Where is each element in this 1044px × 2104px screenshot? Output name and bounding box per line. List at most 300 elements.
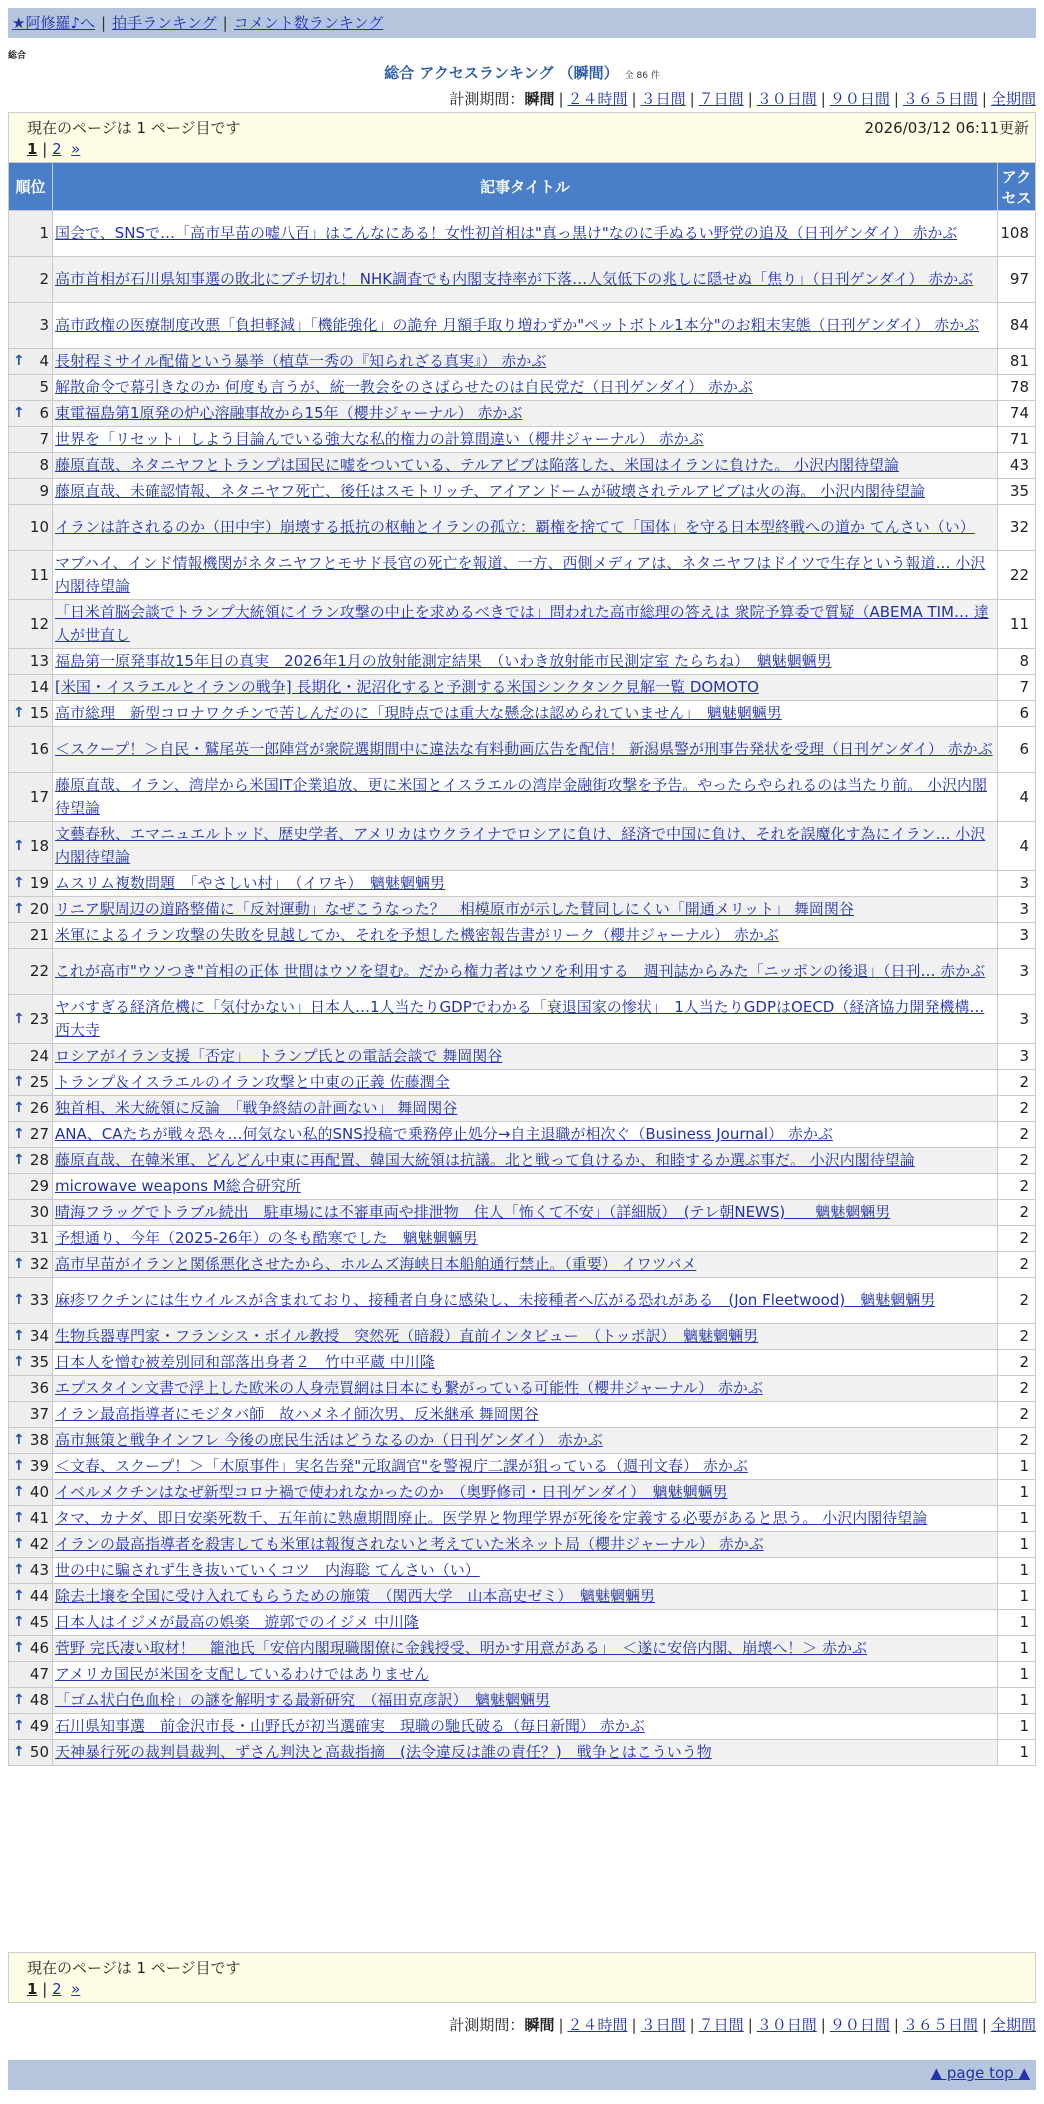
table-row: [9, 1714, 1036, 1740]
article-link[interactable]: 世界を「リセット」しよう目論んでいる強大な私的権力の計算間違い（櫻井ジャーナル） 赤かぶ: [55, 430, 704, 448]
access-count: 74: [998, 401, 1036, 427]
title-cell: [53, 375, 998, 401]
title-cell: [53, 1376, 998, 1402]
access-count: 2: [998, 1402, 1036, 1428]
rank-cell: [9, 649, 53, 675]
page-separator: |: [42, 1980, 48, 1998]
ranking-title: 総合 アクセスランキング （瞬間）: [384, 64, 619, 82]
period-link[interactable]: ２４時間: [567, 2016, 628, 2034]
rank-cell: [9, 923, 53, 949]
period-separator: |: [747, 2016, 753, 2034]
table-row: [9, 1252, 1036, 1278]
page-links: [27, 1980, 1017, 1998]
article-link[interactable]: リニア駅周辺の道路整備に「反対運動」なぜこうなった？ 相模原市が示した賛同しにくい「開通メリット」 舞岡関谷: [55, 900, 854, 918]
access-count: 6: [998, 701, 1036, 727]
period-separator: |: [689, 2016, 695, 2034]
rank-up-arrow-icon: ↑: [13, 1010, 25, 1027]
table-row: [9, 1532, 1036, 1558]
article-link[interactable]: 独首相、米大統領に反論 「戦争終結の計画ない」 舞岡関谷: [55, 1099, 458, 1117]
article-link[interactable]: ムスリム複数問題 「やさしい村」 （イワキ） 魑魅魍魎男: [55, 874, 446, 892]
title-cell: [53, 773, 998, 822]
article-link[interactable]: これが高市"ウソつき"首相の正体 世間はウソを望む。だから権力者はウソを利用する 週刊誌からみた「ニッポンの後退」（日刊… 赤かぶ: [55, 962, 986, 980]
title-cell: [53, 349, 998, 375]
table-row: [9, 1148, 1036, 1174]
rank-cell: [9, 551, 53, 600]
rank-cell: [9, 1636, 53, 1662]
table-row: [9, 551, 1036, 600]
rank-cell: [9, 1740, 53, 1766]
article-link[interactable]: 晴海フラッグでトラブル続出 駐車場には不審車両や排泄物 住人「怖くて不安」（詳細版） (テレ朝NEWS) 魑魅魍魎男: [55, 1203, 891, 1221]
period-link[interactable]: ３０日間: [756, 2016, 817, 2034]
table-row: [9, 257, 1036, 303]
access-count: 2: [998, 1070, 1036, 1096]
rank-number: 37: [29, 1405, 49, 1423]
title-cell: [53, 453, 998, 479]
rank-up-arrow-icon: ↑: [13, 405, 25, 421]
article-link[interactable]: 長射程ミサイル配備という暴挙（植草一秀の『知られざる真実』） 赤かぶ: [55, 352, 547, 370]
rank-number: 45: [29, 1613, 49, 1631]
rank-cell: [9, 401, 53, 427]
rank-number: 9: [39, 482, 49, 500]
table-row: [9, 1278, 1036, 1324]
rank-cell: [9, 1402, 53, 1428]
title-cell: [53, 1532, 998, 1558]
title-cell: [53, 211, 998, 257]
article-link[interactable]: 米軍によるイラン攻撃の失敗を見越してか、それを予想した機密報告書がリーク（櫻井ジャーナル） 赤かぶ: [55, 926, 779, 944]
title-column-header: 記事タイトル: [53, 163, 998, 211]
table-row: [9, 1376, 1036, 1402]
article-link[interactable]: ＜文春、スクープ！＞「木原事件」実名告発"元取調官"を警視庁二課が狙っている（週刊文春） 赤かぶ: [55, 1457, 748, 1475]
rank-cell: [9, 1428, 53, 1454]
access-count: 81: [998, 349, 1036, 375]
table-row: [9, 1200, 1036, 1226]
rank-up-arrow-icon: ↑: [13, 1074, 25, 1090]
rank-number: 20: [29, 900, 49, 918]
rank-cell: [9, 1376, 53, 1402]
article-link[interactable]: ＜スクープ！＞自民・鷲尾英一郎陣営が衆院選期間中に違法な有料動画広告を配信！ 新潟県警が刑事告発状を受理（日刊ゲンダイ） 赤かぶ: [55, 740, 993, 758]
title-cell: [53, 1174, 998, 1200]
article-link[interactable]: 高市総理 新型コロナワクチンで苦しんだのに「現時点では重大な懸念は認められていません」 魑魅魍魎男: [55, 704, 782, 722]
clap-ranking-link[interactable]: 拍手ランキング: [112, 14, 217, 32]
access-count: 32: [998, 505, 1036, 551]
rank-cell: [9, 1688, 53, 1714]
rank-cell: [9, 1350, 53, 1376]
rank-number: 27: [29, 1125, 49, 1143]
rank-number: 2: [39, 270, 49, 288]
rank-number: 4: [39, 352, 49, 370]
rank-cell: [9, 701, 53, 727]
article-link[interactable]: トランプ＆イスラエルのイラン攻撃と中東の正義 佐藤潤全: [55, 1073, 450, 1091]
article-link[interactable]: イランの最高指導者を殺害しても米軍は報復されないと考えていた米ネット局（櫻井ジャーナル） 赤かぶ: [55, 1535, 764, 1553]
rank-number: 49: [29, 1717, 49, 1735]
title-cell: [53, 949, 998, 995]
title-cell: [53, 1096, 998, 1122]
page-separator: |: [42, 140, 48, 158]
title-cell: [53, 897, 998, 923]
period-link[interactable]: ９０日間: [829, 2016, 890, 2034]
title-cell: [53, 303, 998, 349]
period-separator: |: [820, 90, 826, 108]
rank-cell: [9, 727, 53, 773]
access-count: 2: [998, 1096, 1036, 1122]
rank-up-arrow-icon: ↑: [13, 1614, 25, 1630]
table-row: [9, 427, 1036, 453]
title-cell: [53, 1252, 998, 1278]
table-row: [9, 727, 1036, 773]
table-row: [9, 1122, 1036, 1148]
article-link[interactable]: 高市無策と戦争インフレ 今後の庶民生活はどうなるのか（日刊ゲンダイ） 赤かぶ: [55, 1431, 603, 1449]
title-cell: [53, 871, 998, 897]
title-cell: [53, 600, 998, 649]
period-link[interactable]: ３日間: [640, 90, 686, 108]
access-count: 4: [998, 822, 1036, 871]
article-link[interactable]: 日本人はイジメが最高の娯楽＿遊郭でのイジメ 中川隆: [55, 1613, 419, 1631]
page-status: 現在のページは 1 ページ目です: [27, 1959, 241, 1977]
access-count: 1: [998, 1610, 1036, 1636]
pager-bottom: [8, 1952, 1036, 2003]
period-link[interactable]: ３日間: [640, 2016, 686, 2034]
article-link[interactable]: 「日米首脳会談でトランプ大統領にイラン攻撃の中止を求めるべきでは」問われた高市総理の答えは 衆院予算委で質疑（ABEMA TIM… 達人が世直し: [55, 603, 989, 644]
rank-number: 50: [29, 1743, 49, 1761]
page-2-link[interactable]: 2: [52, 140, 62, 158]
rank-cell: [9, 1324, 53, 1350]
article-link[interactable]: タマ、カナダ、即日安楽死数千、五年前に熟慮期間廃止。医学界と物理学界が死後を定義する必要があると思う。 小沢内閣待望論: [55, 1509, 928, 1527]
rank-number: 8: [39, 456, 49, 474]
period-link[interactable]: 全期間: [990, 2016, 1036, 2034]
article-link[interactable]: イラン最高指導者にモジタバ師 故ハメネイ師次男、反米継承 舞岡関谷: [55, 1405, 539, 1423]
comment-ranking-link[interactable]: コメント数ランキング: [233, 14, 384, 32]
access-count: 11: [998, 600, 1036, 649]
rank-cell: [9, 1226, 53, 1252]
title-cell: [53, 1610, 998, 1636]
article-link[interactable]: 石川県知事選 前金沢市長・山野氏が初当選確実 現職の馳氏破る（毎日新聞） 赤かぶ: [55, 1717, 645, 1735]
access-column-header: アクセス: [998, 163, 1036, 211]
rank-number: 24: [29, 1047, 49, 1065]
table-row: [9, 1350, 1036, 1376]
rank-cell: [9, 1200, 53, 1226]
access-count: 1: [998, 1454, 1036, 1480]
article-link[interactable]: ロシアがイラン支援「否定」 トランプ氏との電話会談で 舞岡関谷: [55, 1047, 503, 1065]
article-link[interactable]: microwave weapons M総合研究所: [55, 1177, 301, 1195]
article-link[interactable]: 藤原直哉、ネタニヤフとトランプは国民に嘘をついている、テルアビブは陥落した、米国はイランに負けた。 小沢内閣待望論: [55, 456, 900, 474]
access-count: 1: [998, 1558, 1036, 1584]
rank-number: 28: [29, 1151, 49, 1169]
title-cell: [53, 505, 998, 551]
rank-number: 13: [29, 652, 49, 670]
rank-cell: [9, 453, 53, 479]
rank-number: 26: [29, 1099, 49, 1117]
page-top-link[interactable]: ▲ page top ▲: [930, 2064, 1030, 2082]
table-row: [9, 1584, 1036, 1610]
access-count: 2: [998, 1122, 1036, 1148]
table-row: [9, 401, 1036, 427]
rank-cell: [9, 1558, 53, 1584]
period-separator: |: [981, 90, 987, 108]
table-row: [9, 1324, 1036, 1350]
table-row: [9, 303, 1036, 349]
rank-number: 21: [29, 926, 49, 944]
rank-number: 40: [29, 1483, 49, 1501]
home-link[interactable]: ★阿修羅♪へ: [12, 14, 96, 32]
period-link[interactable]: ７日間: [698, 2016, 744, 2034]
rank-cell: [9, 303, 53, 349]
access-count: 3: [998, 949, 1036, 995]
title-cell: [53, 1584, 998, 1610]
period-link[interactable]: ３６５日間: [902, 2016, 978, 2034]
rank-number: 34: [29, 1327, 49, 1345]
title-cell: [53, 1558, 998, 1584]
table-row: [9, 1402, 1036, 1428]
title-cell: [53, 822, 998, 871]
rank-cell: [9, 1174, 53, 1200]
article-link[interactable]: 藤原直哉、在韓米軍、どんどん中東に再配置、韓国大統領は抗議。北と戦って負けるか、和睦するか選ぶ事だ。 小沢内閣待望論: [55, 1151, 915, 1169]
ranking-table: [8, 162, 1036, 1766]
rank-cell: [9, 1278, 53, 1324]
period-label: 計測期間：: [449, 2016, 525, 2034]
rank-cell: [9, 479, 53, 505]
rank-up-arrow-icon: ↑: [13, 1510, 25, 1526]
access-count: 71: [998, 427, 1036, 453]
article-link[interactable]: 菅野 完氏凄い取材！ 籠池氏「安倍内閣現職閣僚に金銭授受、明かす用意がある」 ＜遂に安倍内閣、崩壊へ！＞ 赤かぶ: [55, 1639, 868, 1657]
title-cell: [53, 995, 998, 1044]
period-separator: |: [893, 2016, 899, 2034]
article-link[interactable]: 世の中に騙されず生き抜いていくコツ 内海聡 てんさい（い）: [55, 1561, 480, 1579]
rank-up-arrow-icon: ↑: [13, 1354, 25, 1370]
rank-cell: [9, 505, 53, 551]
title-cell: [53, 1714, 998, 1740]
rank-number: 47: [29, 1665, 49, 1683]
rank-up-arrow-icon: ↑: [13, 1152, 25, 1168]
rank-cell: [9, 675, 53, 701]
rank-up-arrow-icon: ↑: [13, 1256, 25, 1272]
title-cell: [53, 1200, 998, 1226]
rank-cell: [9, 949, 53, 995]
access-count: 1: [998, 1532, 1036, 1558]
next-page-link[interactable]: »: [71, 1980, 81, 1998]
period-separator: |: [689, 90, 695, 108]
article-link[interactable]: 福島第一原発事故15年目の真実 2026年1月の放射能測定結果 （いわき放射能市民測定室 たらちね） 魑魅魍魎男: [55, 652, 832, 670]
article-link[interactable]: [米国・イスラエルとイランの戦争] 長期化・泥沼化すると予測する米国シンクタンク見解一覧 DOMOTO: [55, 678, 759, 696]
rank-cell: [9, 1070, 53, 1096]
table-row: [9, 1558, 1036, 1584]
article-link[interactable]: アメリカ国民が米国を支配しているわけではありません: [55, 1665, 429, 1683]
article-link[interactable]: イベルメクチンはなぜ新型コロナ禍で使われなかったのか （奥野修司・日刊ゲンダイ） 魑魅魍魎男: [55, 1483, 728, 1501]
rank-number: 29: [29, 1177, 49, 1195]
period-separator: |: [558, 2016, 564, 2034]
bottom-bar: [8, 2060, 1036, 2090]
article-link[interactable]: 高市首相が石川県知事選の敗北にブチ切れ！ NHK調査でも内閣支持率が下落…人気低下の兆しに隠せぬ「焦り」（日刊ゲンダイ） 赤かぶ: [55, 270, 974, 288]
period-link[interactable]: ３６５日間: [902, 90, 978, 108]
rank-number: 16: [29, 740, 49, 758]
access-count: 35: [998, 479, 1036, 505]
rank-cell: [9, 427, 53, 453]
table-row: [9, 479, 1036, 505]
pager-top: [8, 112, 1036, 163]
rank-number: 14: [29, 678, 49, 696]
article-link[interactable]: 国会で、SNSで…「高市早苗の嘘八百」はこんなにある！女性初首相は"真っ黒け"なのに手ぬるい野党の追及（日刊ゲンダイ） 赤かぶ: [55, 224, 958, 242]
rank-cell: [9, 897, 53, 923]
page-title: [0, 62, 1044, 83]
title-cell: [53, 257, 998, 303]
period-separator: |: [820, 2016, 826, 2034]
table-row: [9, 995, 1036, 1044]
period-separator: |: [747, 90, 753, 108]
access-count: 1: [998, 1584, 1036, 1610]
rank-cell: [9, 600, 53, 649]
access-count: 22: [998, 551, 1036, 600]
rank-up-arrow-icon: ↑: [13, 1484, 25, 1500]
access-count: 1: [998, 1688, 1036, 1714]
article-link[interactable]: ヤバすぎる経済危機に「気付かない」日本人…1人当たりGDPでわかる「衰退国家の惨状」 1人当たりGDPはOECD（経済協力開発機構… 西大寺: [55, 998, 985, 1039]
table-row: [9, 1740, 1036, 1766]
rank-number: 30: [29, 1203, 49, 1221]
article-link[interactable]: 「ゴム状白色血栓」の謎を解明する最新研究 （福田克彦訳） 魑魅魍魎男: [55, 1691, 551, 1709]
table-row: [9, 897, 1036, 923]
page-links: [27, 140, 1017, 158]
article-link[interactable]: 解散命令で幕引きなのか 何度も言うが、統一教会をのさばらせたのは自民党だ（日刊ゲンダイ） 赤かぶ: [55, 378, 753, 396]
table-row: [9, 1506, 1036, 1532]
rank-cell: [9, 1480, 53, 1506]
next-page-link[interactable]: »: [71, 140, 81, 158]
title-cell: [53, 675, 998, 701]
period-selector: [449, 2014, 1036, 2035]
rank-number: 38: [29, 1431, 49, 1449]
access-count: 7: [998, 675, 1036, 701]
table-row: [9, 923, 1036, 949]
rank-up-arrow-icon: ↑: [13, 1292, 25, 1308]
table-row: [9, 949, 1036, 995]
title-cell: [53, 427, 998, 453]
item-count: 全 86 件: [624, 71, 660, 81]
access-count: 2: [998, 1148, 1036, 1174]
title-cell: [53, 1402, 998, 1428]
access-count: 1: [998, 1662, 1036, 1688]
table-row: [9, 822, 1036, 871]
access-count: 3: [998, 897, 1036, 923]
article-link[interactable]: ANA、CAたちが戦々恐々…何気ない私的SNS投稿で乗務停止処分→自主退職が相次ぐ（Business Journal） 赤かぶ: [55, 1125, 833, 1143]
period-separator: |: [631, 2016, 637, 2034]
rank-cell: [9, 871, 53, 897]
article-link[interactable]: 麻疹ワクチンには生ウイルスが含まれており、接種者自身に感染し、未接種者へ広がる恐れがある (Jon Fleetwood) 魑魅魍魎男: [55, 1291, 936, 1309]
rank-cell: [9, 995, 53, 1044]
article-link[interactable]: 高市早苗がイランと関係悪化させたから、ホルムズ海峡日本船舶通行禁止。（重要） イワツバメ: [55, 1255, 697, 1273]
rank-number: 12: [29, 614, 49, 633]
access-count: 43: [998, 453, 1036, 479]
rank-up-arrow-icon: ↑: [13, 1744, 25, 1760]
article-link[interactable]: 藤原直哉、イラン、湾岸から米国IT企業追放、更に米国とイスラエルの湾岸金融街攻撃を予告。やったらやられるのは当たり前。 小沢内閣待望論: [55, 776, 988, 817]
article-link[interactable]: 予想通り、今年（2025-26年）の冬も酷寒でした 魑魅魍魎男: [55, 1229, 478, 1247]
title-cell: [53, 401, 998, 427]
title-cell: [53, 1688, 998, 1714]
access-count: 1: [998, 1506, 1036, 1532]
table-row: [9, 1174, 1036, 1200]
rank-number: 1: [39, 224, 49, 242]
nav-separator: |: [101, 14, 107, 32]
title-cell: [53, 923, 998, 949]
rank-number: 23: [29, 1009, 49, 1028]
article-link[interactable]: イランは許されるのか（田中宇）崩壊する抵抗の枢軸とイランの孤立：覇権を捨てて「国体」を守る日本型終戦への道か てんさい（い）: [55, 518, 975, 536]
table-row: [9, 701, 1036, 727]
access-count: 2: [998, 1278, 1036, 1324]
article-link[interactable]: 文藝春秋、エマニュエルトッド、歴史学者、アメリカはウクライナでロシアに負け、経済で中国に負け、それを誤魔化す為にイラン… 小沢内閣待望論: [55, 825, 986, 866]
title-cell: [53, 1226, 998, 1252]
rank-cell: [9, 1584, 53, 1610]
table-row: [9, 505, 1036, 551]
rank-cell: [9, 1662, 53, 1688]
rank-cell: [9, 257, 53, 303]
article-link[interactable]: エプスタイン文書で浮上した欧米の人身売買網は日本にも繋がっている可能性（櫻井ジャーナル） 赤かぶ: [55, 1379, 763, 1397]
article-link[interactable]: 生物兵器専門家・フランシス・ボイル教授 突然死（暗殺）直前インタビュー （トッポ訳） 魑魅魍魎男: [55, 1327, 759, 1345]
article-link[interactable]: 高市政権の医療制度改悪「負担軽減」「機能強化」の詭弁 月額手取り増わずか"ペットボトル1本分"のお粗末実態（日刊ゲンダイ） 赤かぶ: [55, 316, 980, 334]
rank-number: 10: [29, 518, 49, 536]
access-count: 2: [998, 1226, 1036, 1252]
access-count: 3: [998, 1044, 1036, 1070]
rank-up-arrow-icon: ↑: [13, 1458, 25, 1474]
access-count: 6: [998, 727, 1036, 773]
page-2-link[interactable]: 2: [52, 1980, 62, 1998]
table-row: [9, 600, 1036, 649]
article-link[interactable]: 東電福島第1原発の炉心溶融事故から15年（櫻井ジャーナル） 赤かぶ: [55, 404, 523, 422]
article-link[interactable]: 除去土壌を全国に受け入れてもらうための施策 （関西大学 山本高史ゼミ） 魑魅魍魎男: [55, 1587, 656, 1605]
period-link[interactable]: 全期間: [990, 90, 1036, 108]
rank-up-arrow-icon: ↑: [13, 1432, 25, 1448]
rank-up-arrow-icon: ↑: [13, 1328, 25, 1344]
rank-number: 46: [29, 1639, 49, 1657]
rank-number: 15: [29, 704, 49, 722]
current-page: 1: [27, 140, 38, 158]
rank-cell: [9, 349, 53, 375]
table-row: [9, 773, 1036, 822]
article-link[interactable]: 天神暴行死の裁判員裁判、ずさん判決と高裁指摘 (法令違反は誰の責任？) 戦争とはこういう物: [55, 1743, 712, 1761]
period-link[interactable]: ９０日間: [829, 90, 890, 108]
rank-cell: [9, 1454, 53, 1480]
title-cell: [53, 1428, 998, 1454]
rank-cell: [9, 1148, 53, 1174]
article-link[interactable]: マブハイ、インド情報機関がネタニヤフとモサド長官の死亡を報道、一方、西側メディアは、ネタニヤフはドイツで生存という報道… 小沢内閣待望論: [55, 554, 986, 595]
title-cell: [53, 1148, 998, 1174]
period-link[interactable]: ２４時間: [567, 90, 628, 108]
access-count: 2: [998, 1200, 1036, 1226]
title-cell: [53, 479, 998, 505]
access-count: 2: [998, 1252, 1036, 1278]
period-separator: |: [893, 90, 899, 108]
rank-cell: [9, 211, 53, 257]
rank-cell: [9, 1610, 53, 1636]
rank-number: 17: [29, 787, 49, 806]
rank-cell: [9, 773, 53, 822]
rank-number: 44: [29, 1587, 49, 1605]
table-row: [9, 1636, 1036, 1662]
rank-number: 33: [29, 1291, 49, 1309]
rank-up-arrow-icon: ↑: [13, 901, 25, 917]
table-row: [9, 453, 1036, 479]
rank-number: 39: [29, 1457, 49, 1475]
current-page: 1: [27, 1980, 38, 1998]
rank-number: 36: [29, 1379, 49, 1397]
table-row: [9, 1070, 1036, 1096]
access-count: 1: [998, 1480, 1036, 1506]
rank-number: 3: [39, 316, 49, 334]
nav-separator: |: [222, 14, 228, 32]
table-row: [9, 871, 1036, 897]
article-link[interactable]: 日本人を憎む被差別同和部落出身者２＿竹中平蔵 中川隆: [55, 1353, 435, 1371]
rank-cell: [9, 1714, 53, 1740]
period-link[interactable]: ３０日間: [756, 90, 817, 108]
access-count: 1: [998, 1740, 1036, 1766]
article-link[interactable]: 藤原直哉、未確認情報、ネタニヤフ死亡、後任はスモトリッチ、アイアンドームが破壊されテルアビブは火の海。 小沢内閣待望論: [55, 482, 925, 500]
rank-number: 19: [29, 874, 49, 892]
period-link[interactable]: ７日間: [698, 90, 744, 108]
